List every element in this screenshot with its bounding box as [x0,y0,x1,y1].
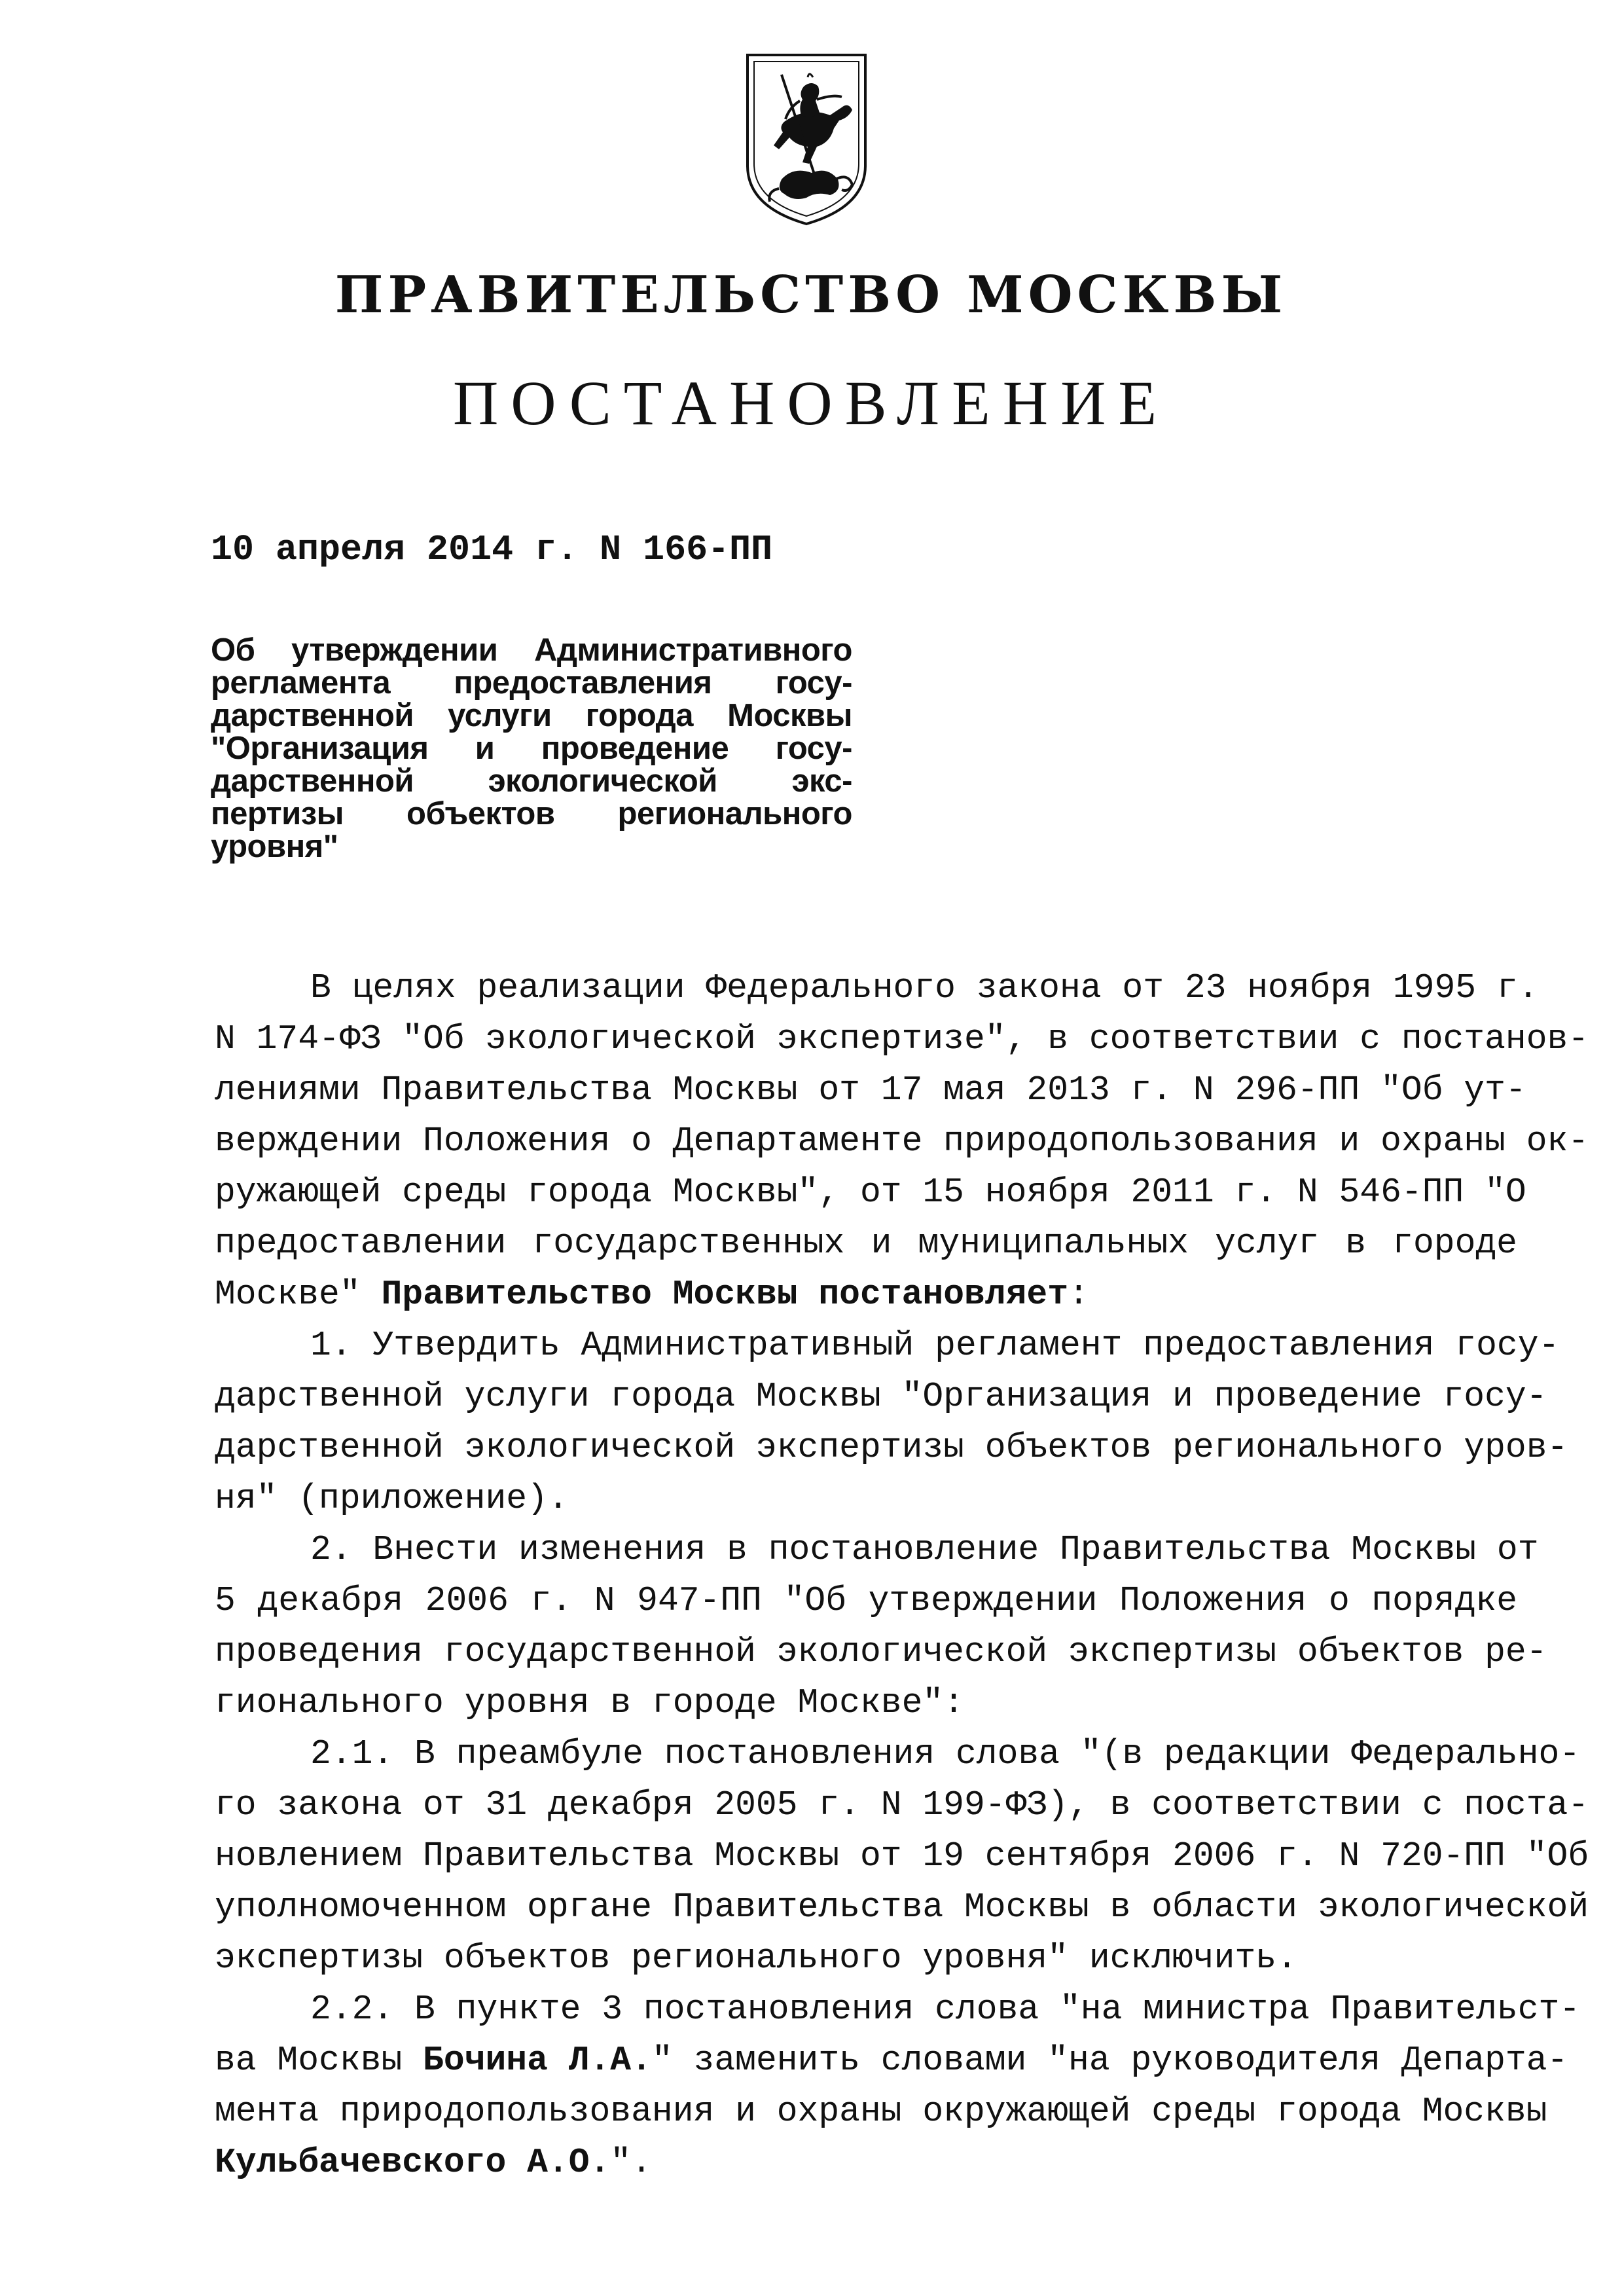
body-line [215,1626,1547,1677]
text-run: 2.1. В преамбуле постановления слова "(в редакции Федерально- [310,1734,1581,1774]
body-line [215,1065,1526,1116]
bold-text: Кульбачевского А.О. [215,2143,611,2182]
text-run: ва Москвы [215,2041,424,2080]
body-line [215,1473,1517,1524]
government-title: ПРАВИТЕЛЬСТВО МОСКВЫ [334,265,1288,325]
text-run: В целях реализации Федерального закона от 23 ноября 1995 г. [310,968,1539,1008]
subject-line: регламента предоставления госу- [211,665,852,701]
subject-line: "Организация и проведение госу- [211,731,852,766]
text-run: лениями Правительства Москвы от 17 мая 2013 г. N 296-ПП "Об ут- [215,1070,1526,1110]
subject-line: уровня" [211,829,338,864]
document-body [215,962,1589,2188]
body-line [215,1422,1568,1473]
body-line [215,1575,1517,1626]
text-run: экспертизы объектов регионального уровня" исключить. [215,1939,1297,1978]
body-line [215,1524,1539,1575]
body-line [215,1831,1589,1882]
subject-line: Об утверждении Административного [211,632,852,668]
document-subject [211,634,852,863]
body-line [215,962,1539,1013]
body-line [215,1013,1589,1065]
body-line [215,1218,1517,1269]
body-line [215,1779,1589,1831]
text-run: верждении Положения о Департаменте природопользования и охраны ок- [215,1121,1589,1161]
body-line [215,1320,1560,1371]
body-line [215,1933,1517,1984]
body-line [215,1116,1589,1167]
text-run: 2.2. В пункте 3 постановления слова "на министра Правительст- [310,1990,1581,2029]
text-run: Москве" [215,1275,382,1314]
text-run: го закона от 31 декабря 2005 г. N 199-ФЗ), в соответствии с поста- [215,1785,1589,1825]
body-line [215,1371,1547,1422]
body-line [215,2137,1517,2188]
document-date-number: 10 апреля 2014 г. N 166-ПП [211,529,773,570]
bold-text: Бочина Л.А. [423,2041,652,2080]
body-line [215,1677,1517,1728]
subject-line: пертизы объектов регионального [211,796,852,831]
body-line [215,1728,1581,1779]
text-run: : [1068,1275,1089,1314]
text-run: ". [610,2143,652,2182]
text-run: уполномоченном органе Правительства Москвы в области экологической [215,1887,1589,1927]
text-run: мента природопользования и охраны окружающей среды города Москвы [215,2092,1547,2131]
text-run: предоставлении государственных и муниципальных услуг в городе [215,1224,1517,1263]
subject-line: дарственной услуги города Москвы [211,698,852,733]
body-line [215,1167,1526,1218]
text-run: ружающей среды города Москвы", от 15 ноября 2011 г. N 546-ПП "О [215,1173,1526,1212]
text-run: 2. Внести изменения в постановление Правительства Москвы от [310,1530,1539,1569]
body-line [215,1269,1517,1320]
body-line [215,2035,1568,2086]
text-run: N 174-ФЗ "Об экологической экспертизе", в соответствии с постанов- [215,1019,1589,1059]
text-run: 5 декабря 2006 г. N 947-ПП "Об утверждении Положения о порядке [215,1581,1517,1620]
text-run: гионального уровня в городе Москве": [215,1683,964,1722]
text-run: новлением Правительства Москвы от 19 сентября 2006 г. N 720-ПП "Об [215,1836,1589,1876]
text-run: " заменить словами "на руководителя Департа- [651,2041,1568,2080]
bold-text: Правительство Москвы постановляет [381,1275,1069,1314]
text-run: дарственной услуги города Москвы "Организация и проведение госу- [215,1377,1547,1416]
body-line [215,2086,1547,2137]
text-run: проведения государственной экологической экспертизы объектов ре- [215,1632,1547,1671]
text-run: ня" (приложение). [215,1479,569,1518]
subject-line: дарственной экологической экс- [211,763,852,799]
document-type: ПОСТАНОВЛЕНИЕ [452,368,1170,438]
body-line [215,1984,1581,2035]
text-run: дарственной экологической экспертизы объектов регионального уров- [215,1428,1568,1467]
text-run: 1. Утвердить Административный регламент предоставления госу- [310,1326,1560,1365]
body-line [215,1882,1589,1933]
moscow-coat-of-arms-icon [744,51,869,228]
